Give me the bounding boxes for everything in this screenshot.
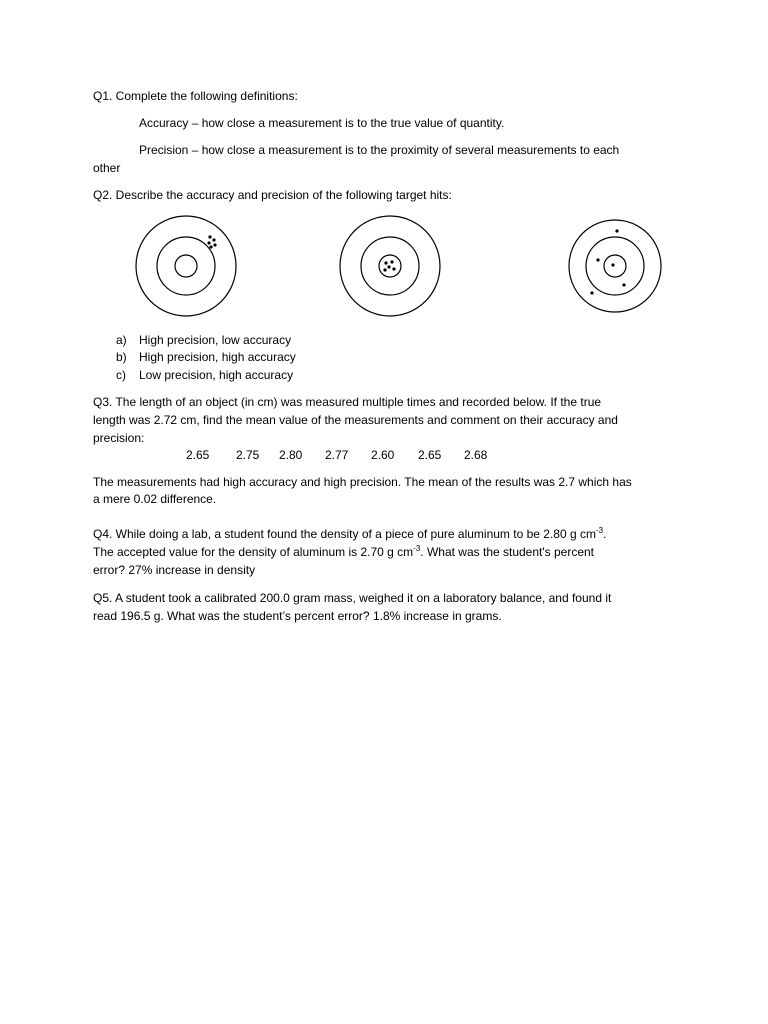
answer-c-text: Low precision, high accuracy — [139, 368, 294, 382]
measurement-value: 2.65 — [186, 448, 210, 462]
q3-line-2: length was 2.72 cm, find the mean value of the measurements and comment on their accuracy and — [93, 413, 618, 427]
accuracy-text: – how close a measurement is to the true value of quantity. — [188, 116, 505, 130]
q1-heading: Q1. Complete the following definitions: — [93, 89, 298, 103]
q2-heading: Q2. Describe the accuracy and precision of the following target hits: — [93, 188, 452, 202]
measurement-value: 2.60 — [371, 448, 395, 462]
q4-line-2 — [93, 543, 594, 561]
precision-term: Precision — [139, 143, 189, 157]
measurement-value: 2.77 — [325, 448, 349, 462]
measurement-value: 2.75 — [236, 448, 260, 462]
answer-b-text: High precision, high accuracy — [139, 350, 296, 364]
q4-line-1-superscript: -3 — [595, 526, 604, 535]
accuracy-term: Accuracy — [139, 116, 189, 130]
q5-line-2: read 196.5 g. What was the student’s percent error? 1.8% increase in grams. — [93, 609, 502, 623]
accuracy-definition — [139, 114, 504, 132]
measurement-value: 2.80 — [279, 448, 303, 462]
measurement-value: 2.68 — [464, 448, 488, 462]
precision-definition-cont: other — [93, 161, 121, 175]
q4-line-1-end: . — [603, 527, 607, 541]
precision-definition — [139, 141, 619, 159]
q4-line-1-text: Q4. While doing a lab, a student found the density of a piece of pure aluminum to be 2.80 g cm — [93, 527, 596, 541]
answer-a-text: High precision, low accuracy — [139, 333, 292, 347]
q4-line-1 — [93, 525, 606, 543]
answer-b-marker: b) — [116, 350, 127, 364]
precision-text: – how close a measurement is to the proximity of several measurements to each — [188, 143, 620, 157]
q4-line-2-superscript: -3 — [413, 544, 421, 553]
q4-line-2-end: . What was the student's percent — [420, 545, 595, 559]
q4-line-2-text: The accepted value for the density of aluminum is 2.70 g cm — [93, 545, 414, 559]
answer-a-marker: a) — [116, 333, 127, 347]
target-diagram-c — [567, 218, 663, 314]
q4-line-3: error? 27% increase in density — [93, 563, 256, 577]
q3-answer-line-1: The measurements had high accuracy and high precision. The mean of the results was 2.7 which has — [93, 475, 632, 489]
q5-line-1: Q5. A student took a calibrated 200.0 gram mass, weighed it on a laboratory balance, and found it — [93, 591, 612, 605]
target-diagram-a — [134, 214, 238, 318]
q3-line-1: Q3. The length of an object (in cm) was measured multiple times and recorded below. If the true — [93, 395, 602, 409]
q3-answer-line-2: a mere 0.02 difference. — [93, 492, 217, 506]
target-diagram-b — [338, 214, 442, 318]
q3-line-3: precision: — [93, 431, 145, 445]
answer-c-marker: c) — [116, 368, 126, 382]
measurement-value: 2.65 — [418, 448, 442, 462]
